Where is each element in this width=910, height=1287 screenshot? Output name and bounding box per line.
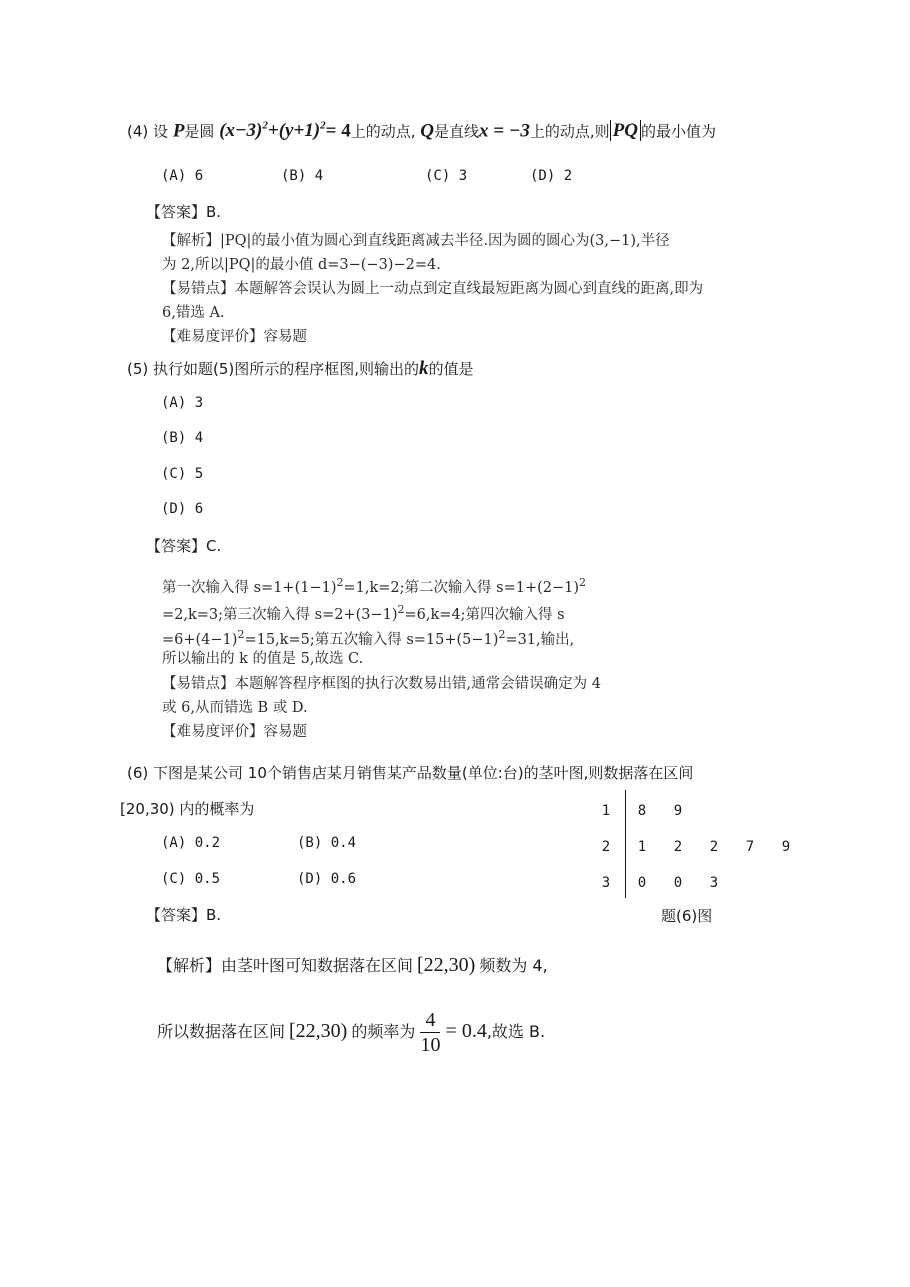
q5-option-a: (A) 3 xyxy=(161,395,204,411)
q4-explanation-line2: 为 2,所以|PQ|的最小值 d=3−(−3)−2=4. xyxy=(162,257,441,273)
q6-answer: 【答案】B. xyxy=(146,906,222,924)
q6-stem-line1: (6) 下图是某公司 10个销售店某月销售某产品数量(单位:台)的茎叶图,则数据落在区间 xyxy=(127,764,694,782)
leaf: 1 xyxy=(637,839,647,855)
q4-abs-pq: PQ xyxy=(610,120,641,141)
fraction: $\frac{4}{10}$ xyxy=(420,1009,441,1056)
stem-2: 2 xyxy=(601,839,611,855)
leaf: 0 xyxy=(637,875,647,891)
q4-line-eq: x = −3 xyxy=(479,120,530,142)
q4-answer: 【答案】B. xyxy=(146,203,222,221)
q4-text2: 上的动点, xyxy=(350,122,416,141)
leaf: 8 xyxy=(637,803,647,819)
leaf: 9 xyxy=(673,803,683,819)
leaf: 3 xyxy=(709,875,719,891)
q6-option-a: (A) 0.2 xyxy=(161,835,221,851)
q4-option-b: (B) 4 xyxy=(281,168,324,184)
q4-error-line2: 6,错选 A. xyxy=(162,305,225,321)
q4-option-a: (A) 6 xyxy=(161,168,204,184)
leaf: 2 xyxy=(673,839,683,855)
q4-var-q: Q xyxy=(420,120,435,142)
q5-error-line2: 或 6,从而错选 B 或 D. xyxy=(162,700,308,716)
q5-answer: 【答案】C. xyxy=(146,537,222,555)
q5-suffix: 的值是 xyxy=(428,360,474,378)
stem-1: 1 xyxy=(601,803,611,819)
leaf: 2 xyxy=(709,839,719,855)
q4-text3: 是直线 xyxy=(434,122,480,141)
q5-explanation-line1: 第一次输入得 $s=1+(1-1)^2=1,k=2$;第二次输入得 $s=1+(2-1)^2$ xyxy=(162,576,587,596)
leaf: 9 xyxy=(781,839,791,855)
q5-prefix: (5) 执行如题(5)图所示的程序框图,则输出的 xyxy=(127,360,420,378)
q4-text5: 的最小值为 xyxy=(640,122,716,141)
q5-explanation-line3: $=6+(4-1)^2=15,k=5$;第五次输入得 $s=15+(5-1)^2=31$,输出, xyxy=(162,628,575,648)
q4-text4: 上的动点,则 xyxy=(529,122,610,141)
figure-caption: 题(6)图 xyxy=(661,907,713,925)
q4-var-p: P xyxy=(172,120,185,142)
q6-option-d: (D) 0.6 xyxy=(297,871,357,887)
leaf: 0 xyxy=(673,875,683,891)
q5-explanation-line2: =2,k=3;第三次输入得 $s=2+(3-1)^2=6,k=4$;第四次输入得 s xyxy=(162,603,565,623)
q4-circle-eq-b: = 4 xyxy=(325,120,351,142)
q4-text1: 是圆 xyxy=(184,122,215,141)
q5-error-line1: 【易错点】本题解答程序框图的执行次数易出错,通常会错误确定为 4 xyxy=(162,676,601,692)
q6-explanation-line2: 所以数据落在区间 [22,30) 的频率为 $\frac{4}{10}$ = 0.4,故选 B. xyxy=(157,1009,546,1056)
q6-explanation-line1: 【解析】由茎叶图可知数据落在区间 [22,30) 频数为 4, xyxy=(157,954,548,976)
q4-explanation-line1: 【解析】|PQ|的最小值为圆心到直线距离减去半径.因为圆的圆心为(3,−1),半径 xyxy=(162,233,670,249)
q4-option-d: (D) 2 xyxy=(530,168,573,184)
q5-option-c: (C) 5 xyxy=(161,466,204,482)
q5-option-b: (B) 4 xyxy=(161,430,204,446)
q5-var-k: k xyxy=(419,358,429,379)
stem-3: 3 xyxy=(601,875,611,891)
leaf: 7 xyxy=(745,839,755,855)
q5-explanation-line4: 所以输出的 k 的值是 5,故选 C. xyxy=(162,651,364,667)
q4-option-c: (C) 3 xyxy=(425,168,468,184)
q5-difficulty: 【难易度评价】容易题 xyxy=(162,724,307,740)
q4-circle-eq-a: $(x-3)^2+(y+1)^2$ xyxy=(219,120,326,142)
q6-option-c: (C) 0.5 xyxy=(161,871,221,887)
q5-stem xyxy=(127,358,474,381)
q6-option-b: (B) 0.4 xyxy=(297,835,357,851)
q4-error-line1: 【易错点】本题解答会误认为圆上一动点到定直线最短距离为圆心到直线的距离,即为 xyxy=(162,281,704,297)
q4-difficulty: 【难易度评价】容易题 xyxy=(162,329,307,345)
q4-stem xyxy=(127,120,716,143)
stem-leaf-divider xyxy=(625,790,626,898)
q5-option-d: (D) 6 xyxy=(161,501,204,517)
q4-prefix: (4) 设 xyxy=(127,122,169,141)
q6-stem-line2: [20,30) 内的概率为 xyxy=(120,800,255,818)
